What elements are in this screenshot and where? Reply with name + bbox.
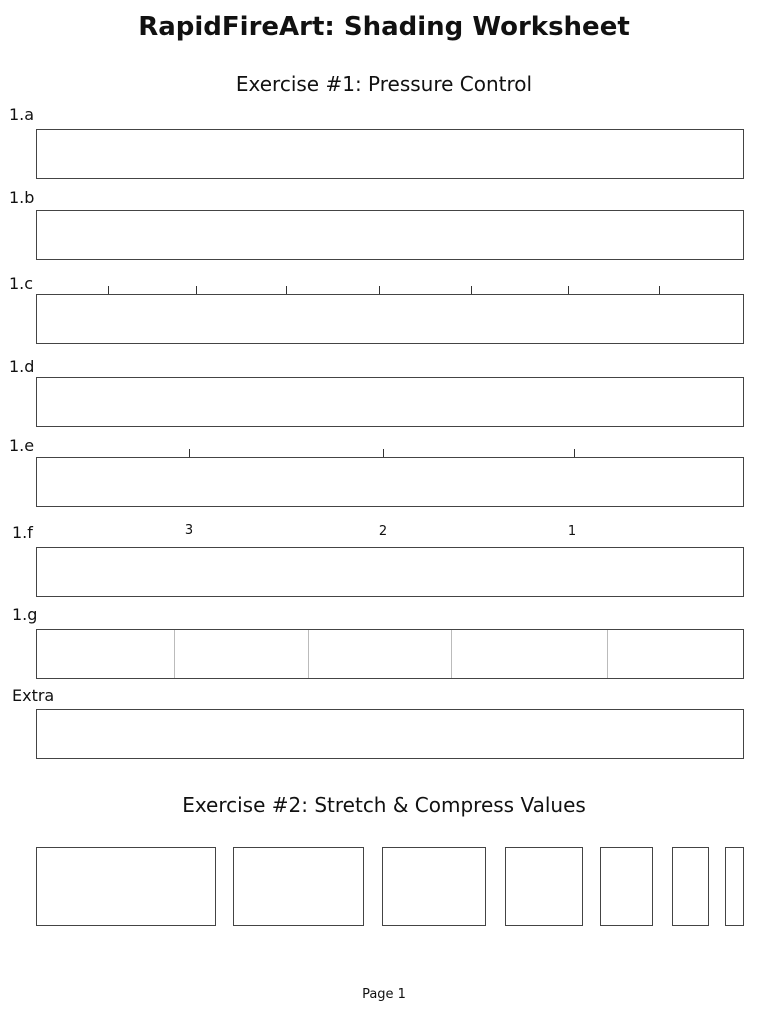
- value-number-3: 3: [184, 523, 194, 538]
- row-label-1g: 1.g: [12, 605, 38, 624]
- shading-box-1f[interactable]: [36, 547, 744, 597]
- row-label-1f: 1.f: [12, 523, 33, 542]
- stretch-box-4[interactable]: [505, 847, 583, 926]
- stretch-box-3[interactable]: [382, 847, 486, 926]
- exercise-1-title: Exercise #1: Pressure Control: [235, 72, 533, 96]
- shading-box-extra[interactable]: [36, 709, 744, 759]
- segment-divider: [308, 630, 309, 678]
- row-label-1a: 1.a: [9, 105, 35, 124]
- shading-box-1d[interactable]: [36, 377, 744, 427]
- shading-box-1g[interactable]: [36, 629, 744, 679]
- stretch-box-7[interactable]: [725, 847, 744, 926]
- row-label-1d: 1.d: [9, 357, 35, 376]
- row-label-1c: 1.c: [9, 274, 34, 293]
- segment-divider: [451, 630, 452, 678]
- exercise-2-title: Exercise #2: Stretch & Compress Values: [182, 793, 586, 817]
- segment-divider: [174, 630, 175, 678]
- page-title: RapidFireArt: Shading Worksheet: [138, 12, 630, 42]
- row-label-extra: Extra: [12, 686, 55, 705]
- value-number-2: 2: [378, 524, 388, 539]
- segment-divider: [607, 630, 608, 678]
- shading-box-1a[interactable]: [36, 129, 744, 179]
- page-number: Page 1: [362, 987, 406, 1002]
- row-label-1b: 1.b: [9, 188, 35, 207]
- value-number-1: 1: [567, 524, 577, 539]
- shading-box-1e[interactable]: [36, 457, 744, 507]
- stretch-box-1[interactable]: [36, 847, 216, 926]
- row-label-1e: 1.e: [9, 436, 35, 455]
- stretch-box-6[interactable]: [672, 847, 709, 926]
- stretch-box-2[interactable]: [233, 847, 364, 926]
- shading-box-1b[interactable]: [36, 210, 744, 260]
- stretch-box-5[interactable]: [600, 847, 653, 926]
- shading-box-1c[interactable]: [36, 294, 744, 344]
